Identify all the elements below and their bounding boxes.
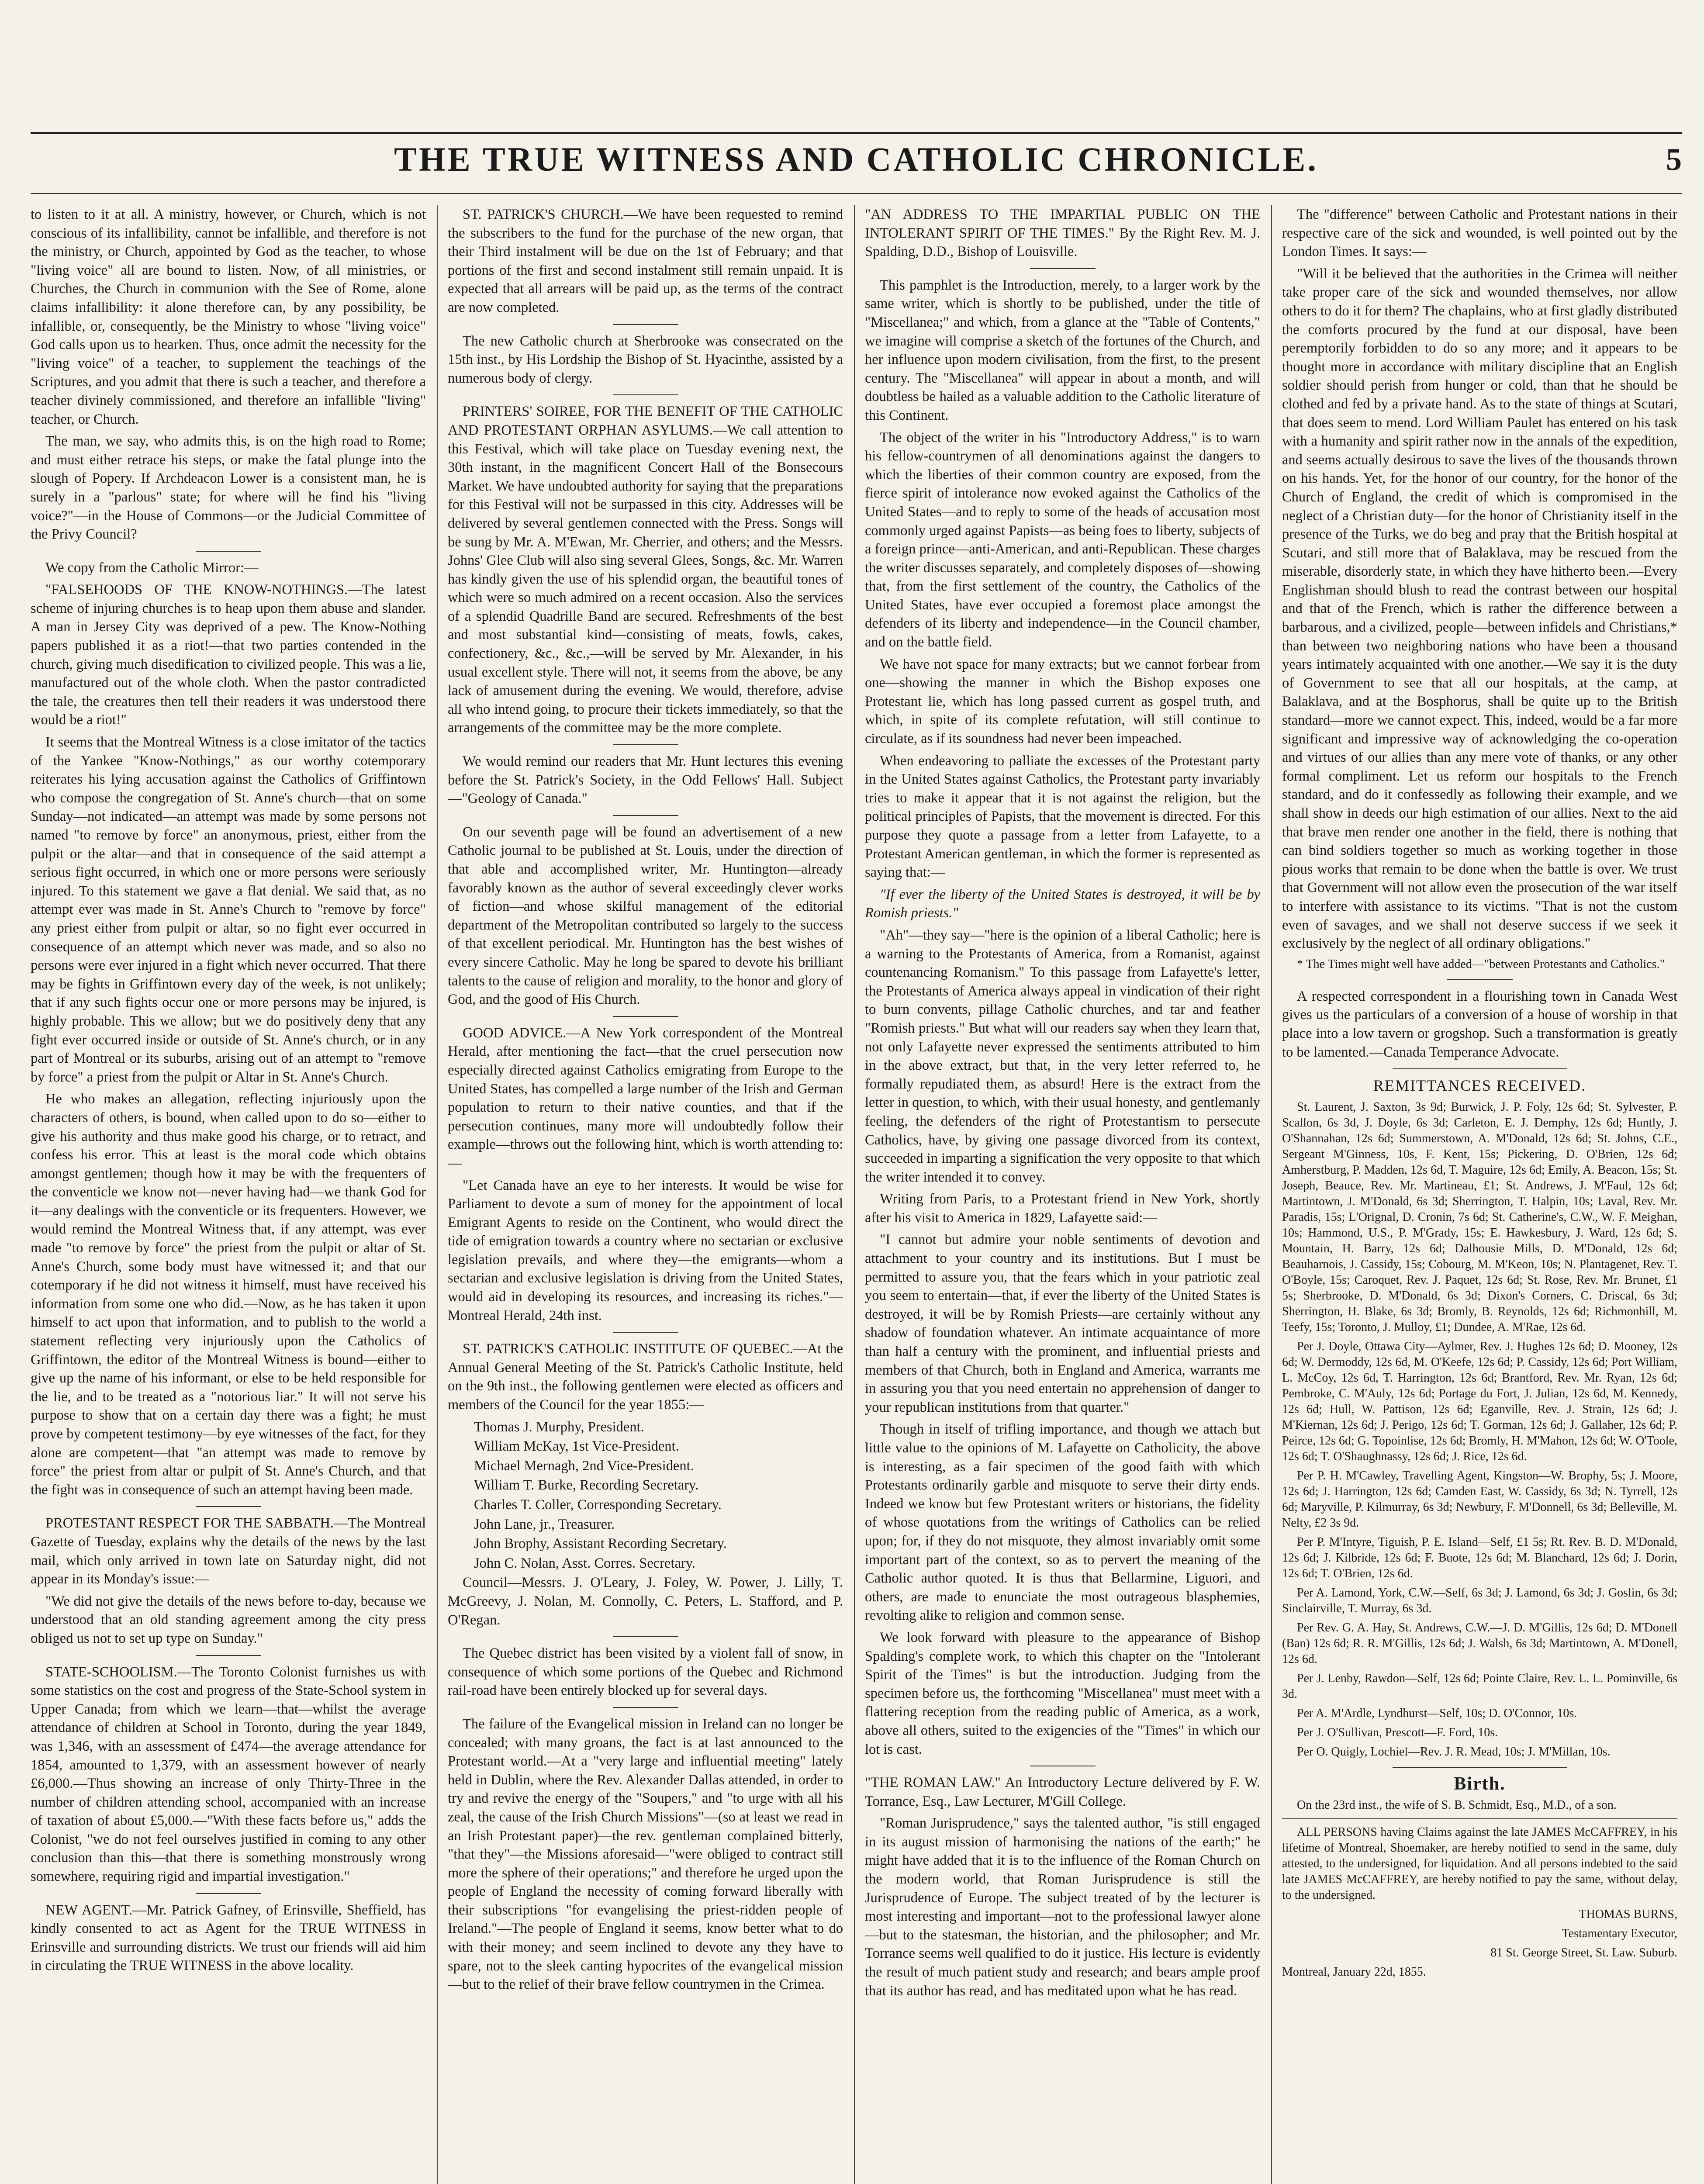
separator <box>613 1016 678 1017</box>
paragraph: This pamphlet is the Introduction, merely, to a larger work by the same writer, which is shortly to be published, under the title of "Miscellanea;" and which, from a glance at the "Table of Contents," we imagine will comprise a sketch of the fortunes of the Church, and her influence upon modern civilisation, from the first, to the present century. The "Miscellanea" will appear in about a month, and will doubtless be hailed as a valuable addition to the Catholic literature of this Continent. <box>865 277 1260 423</box>
list-item: John Brophy, Assistant Recording Secretary. <box>474 1536 727 1552</box>
list-item: Charles T. Coller, Corresponding Secretary. <box>474 1497 722 1513</box>
footnote: * The Times might well have added—"between Protestants and Catholics." <box>1297 957 1665 971</box>
legal-notice <box>1282 1818 1677 1980</box>
masthead-rule <box>31 193 1682 194</box>
agent-remittance: Per A. Lamond, York, C.W.—Self, 6s 3d; J. Lamond, 6s 3d; J. Goslin, 6s 3d; Sinclairville, T. Murray, 6s 3d. <box>1282 1586 1677 1615</box>
list-item: William T. Burke, Recording Secretary. <box>474 1477 699 1493</box>
paragraph: A respected correspondent in a flourishing town in Canada West gives us the particulars of a conversion of a house of worship in that place into a low tavern or grogshop. Such a transformation is greatly to be lamented.—Canada Temperance Advocate. <box>1282 988 1677 1060</box>
separator <box>1030 268 1096 269</box>
column-divider <box>1271 205 1272 2184</box>
top-rule <box>31 132 1682 134</box>
quoted-paragraph: "Will it be believed that the authorities in the Crimea will neither take proper care of the sick and wounded themselves, nor allow others to do it for them? The chaplains, who at first gladly distributed the comforts procured by the fund at our disposal, have been peremptorily forbidden to do so any more; and it appears to be thought more in accordance with military discipline that an English soldier should perish from hunger or cold, than that he should be clothed and fed by a private hand. As to the state of things at Scutari, that does seem to mend. Lord William Paulet has entered on his task with a humanity and spirit rather now in the annals of the expedition, and seems actually desirous to save the lives of the thousands thrown on his hands. Yet, for the honor of our country, for the honor of the Church of England, the credit of which is compromised in the neglect of a Christian duty—for the honor of Christianity itself in the presence of the Turks, we do beg and pray that the British hospital at Scutari, and still more that of Balaklava, may be rescued from the miserable, disorderly state, in which they have hitherto been.—Every Englishman should blush to read the contrast between our hospital and that of the French, which is rather the difference between a barbarous, and a civilized, people—between infidels and Christians,* than between two neighboring nations who have been a thousand years intimately acquainted with one another.—We say it is the duty of Government to see that all our hospitals, at the camp, at Balaklava, and at the Bosphorus, shall be quite up to the British standard—more we cannot expect. This, indeed, would be a far more significant and impressive way of acknowledging the co-operation and virtues of our allies than any mere vote of thanks, or any other formal compliment. Let us reform our hospitals to the French standard, and do it confessedly as following their example, and we shall show in deeds our high estimation of our allies. Next to the aid that brave men render one another in the field, there is nothing that can bind soldiers together so much as working together in those pious works that remain to be done when the battle is over. We trust that Government will not allow even the prosecution of the war itself to interfere with assistance to its victims. "That is not the custom even of savages, and we shall not deserve success if we seek it exclusively by the neglect of all ordinary obligations." <box>1282 266 1677 952</box>
agent-remittance: Per J. Doyle, Ottawa City—Aylmer, Rev. J. Hughes 12s 6d; D. Mooney, 12s 6d; W. Dermoddy, 12s 6d, M. O'Keefe, 12s 6d; P. Cassidy, 12s 6d; Port William, L. McCoy, 12s 6d, T. Harrington, 12s 6d; Brantford, Rev. Mr. Ryan, 12s 6d; Pembroke, C. M'Auly, 12s 6d; Portage du Fort, J. Julian, 12s 6d, M. Kennedy, 12s 6d; Hull, W. Pattison, 12s 6d; Eganville, Rev. J. Strain, 12s 6d; J. M'Kiernan, 12s 6d; J. Perigo, 12s 6d; T. Gorman, 12s 6d; J. Gallaher, 12s 6d; P. Peirce, 12s 6d; G. Topoinlise, 12s 6d; Bromly, H. M'Mahon, 12s 6d; W. O'Toole, 12s 6d; T. O'Shaughnassy, 12s 6d; J. Rice, 12s 6d. <box>1282 1339 1677 1463</box>
paragraph: PROTESTANT RESPECT FOR THE SABBATH.—The Montreal Gazette of Tuesday, explains why the details of the news by the last mail, which only arrived in town late on Saturday night, did not appear in its Monday's issue:— <box>31 1515 426 1587</box>
quoted-paragraph: "Let Canada have an eye to her interests. It would be wise for Parliament to devote a sum of money for the appointment of local Emigrant Agents to reside on the Continent, who would direct the tide of emigration towards a country where no sectarian or exclusive legislation prevails, and where they—the emigrants—whom a sectarian and exclusive legislation is driving from the United States, would aid in developing its resources, and increasing its riches."—Montreal Herald, 24th inst. <box>448 1177 843 1324</box>
separator <box>196 551 261 552</box>
paragraph: PRINTERS' SOIREE, FOR THE BENEFIT OF THE CATHOLIC AND PROTESTANT ORPHAN ASYLUMS.—We call attention to this Festival, which will take place on Tuesday evening next, the 30th instant, in the magnificent Concert Hall of the Bonsecours Market. We have undoubted authority for saying that the preparations for this Festival will not be surpassed in this city. Addresses will be delivered by several gentlemen connected with the Press. Songs will be sung by Mr. A. M'Ewan, Mr. Cherrier, and others; and the Messrs. Johns' Glee Club will also sing several Glees, Songs, &c. Mr. Warren has kindly given the use of his splendid organ, the beautiful tones of which were so much admired on a recent occasion. Also the services of a splendid Quadrille Band are secured. Refreshments of the best and most substantial kind—consisting of meats, fowls, cakes, confectionery, &c., &c.,—will be served by Mr. Alexander, in his usual excellent style. There will not, it seems from the above, be any lack of amusement during the evening. We would, therefore, advise all who intend going, to procure their tickets immediately, so that the arrangements of the committee may be the more complete. <box>448 404 843 736</box>
paragraph: We have not space for many extracts; but we cannot forbear from one—showing the manner in which the Bishop exposes one Protestant lie, which has long passed current as gospel truth, and which, in spite of its complete refutation, will still continue to circulate, as if its soundness had never been impeached. <box>865 656 1260 747</box>
paragraph: We look forward with pleasure to the appearance of Bishop Spalding's complete work, to which this chapter on the "Intolerant Spirit of the Times" is but the introduction. Judging from the specimen before us, the forthcoming "Miscellanea" must meet with a flattering reception from the reading public of America, as a work, above all others, suited to the exigencies of the "Times" in which our lot is cast. <box>865 1629 1260 1757</box>
paragraph: NEW AGENT.—Mr. Patrick Gafney, of Erinsville, Sheffield, has kindly consented to act as Agent for the TRUE WITNESS in Erinsville and surrounding districts. We trust our friends will aid him in circulating the TRUE WITNESS in the above locality. <box>31 1902 426 1974</box>
separator <box>1393 1767 1567 1768</box>
paragraph: to listen to it at all. A ministry, however, or Church, which is not conscious of its infallibility, cannot be infallible, and therefore is not the ministry, or Church, appointed by God as the teacher, to whose "living voice" all are bound to listen. Now, of all ministries, or Churches, the Church in communion with the See of Rome, alone claims infallibility: it alone therefore can, by any possibility, be infallible, or, consequently, be the Ministry to whose "living voice" God calls upon us to hearken. Thus, once admit the necessity for the "living voice" of a teacher, to supplement the teachings of the Scriptures, and you admit that there is such a teacher, and therefore a teacher divinely commissioned, and therefore an infallible "living" teacher, or Church. <box>31 207 426 427</box>
notice-address: 81 St. George Street, St. Law. Suburb. <box>1490 1946 1677 1960</box>
paragraph: He who makes an allegation, reflecting injuriously upon the characters of others, is bound, when called upon to do so—either to give his authority and thus make good his charge, or to retract, and confess his error. This at least is the moral code which obtains amongst gentlemen; though how it may be with the frequenters of the conventicle we know not—never having had—we thank God for it—any dealings with the conventicle or its frequenters. However, we would remind the Montreal Witness that, if any attempt, was ever made "to remove by force" the priest from the pulpit or altar of St. Anne's Church, some body must have witnessed it; and that our cotemporary if he did not witness it himself, must have received his information from some one who did.—Now, as he has taken it upon himself to act upon that information, and to publish to the world a statement reflecting very injuriously upon the Catholics of Griffintown, the editor of the Montreal Witness is bound—either to give up the name of his informant, or else to be held responsible for the lie, and to be treated as a "notorious liar." It will not serve his purpose to show that on a certain day there was a fight; he must prove by competent testimony—by eye witnesses of the fact, for they alone are competent—that "an attempt was made to remove by force" the priest from altar or pulpit of St. Anne's Church, and that the fight was in consequence of such an attempt having been made. <box>31 1091 426 1498</box>
notice-signature: THOMAS BURNS, <box>1579 1908 1677 1921</box>
separator <box>613 394 678 395</box>
agent-remittance: Per Rev. G. A. Hay, St. Andrews, C.W.—J. D. M'Gillis, 12s 6d; D. M'Donell (Ban) 12s 6d; R. R. M'Gillis, 12s 6d; J. Walsh, 6s 3d; Martintown, A. M'Donell, 12s 6d. <box>1282 1621 1677 1666</box>
quoted-paragraph: "FALSEHOODS OF THE KNOW-NOTHINGS.—The latest scheme of injuring churches is to heap upon them abuse and slander. A man in Jersey City was deprived of a pew. The Know-Nothing papers published it as a riot!—that two parties contended in the church, giving much disedification to civilized people. This was a lie, manufactured out of the whole cloth. When the pastor contradicted the tale, the creatures then tell their readers it was understood there would be a riot!" <box>31 582 426 728</box>
notice-date: Montreal, January 22d, 1855. <box>1282 1965 1426 1979</box>
separator <box>613 324 678 325</box>
paragraph: "Roman Jurisprudence," says the talented author, "is still engaged in its august mission of harmonising the nations of the earth;" he might have added that it is to the influence of the Roman Church on the modern world, that Roman Jurisprudence is still the Jurisprudence of Europe. The subject treated of by the lecturer is most interesting and important—not to the professional lawyer alone—but to the statesman, the historian, and the philosopher; and Mr. Torrance seems well qualified to do it justice. His lecture is evidently the result of much patient study and research; and bears ample proof that its author has read, and has meditated upon what he has read. <box>865 1815 1260 1999</box>
column-divider <box>854 205 855 2184</box>
column-1 <box>31 205 426 2184</box>
paragraph: When endeavoring to palliate the excesses of the Protestant party in the United States against Catholics, the Protestant party invariably tries to make it appear that it is not against the religion, but the political principles of Papists, that the movement is directed. For this purpose they quote a passage from a letter from Lafayette, to a Protestant American gentleman, in which the former is represented as saying that:— <box>865 753 1260 881</box>
separator <box>613 1636 678 1637</box>
notice-role: Testamentary Executor, <box>1562 1927 1677 1941</box>
paragraph: The new Catholic church at Sherbrooke was consecrated on the 15th inst., by His Lordship the Bishop of St. Hyacinthe, assisted by a numerous body of clergy. <box>448 333 843 386</box>
section-heading: Birth. <box>1454 1773 1506 1794</box>
paragraph: "Ah"—they say—"here is the opinion of a liberal Catholic; here is a warning to the Protestants of America, from a Romanist, against countenancing Romanism." To this passage from Lafayette's letter, the Protestants of America always appeal in vindication of their right to burn convents, pillage Catholic churches, and tar and feather "Romish priests." But what will our readers say when they learn that, not only Lafayette never expressed the sentiments attributed to him in the above extract, but that, in the very letter referred to, he formally repudiated them, as absurd! Here is the extract from the letter in question, to which, with their usual honesty, and gentlemanly feeling, the defenders of the right of Protestantism to persecute Catholics, have, by giving one passage divorced from its context, succeeded in imparting a signification the very opposite to that which the writer intended it to convey. <box>865 927 1260 1185</box>
list-item: John Lane, jr., Treasurer. <box>474 1516 615 1532</box>
paragraph: The object of the writer in his "Introductory Address," is to warn his fellow-countrymen of all denominations against the dangers to which the liberties of their common country are exposed, from the fierce spirit of intolerance now evoked against the Catholics of the United States—and to reply to some of the heads of accusation most commonly urged against Papists—as being foes to liberty, subjects of a foreign prince—anti-American, and anti-Republican. These charges the writer discusses separately, and completely disposes of—showing that, from the first settlement of the country, the Catholics of the United States, have ever occupied a foremost place amongst the defenders of its liberty and independence—in the Council chamber, and on the battle field. <box>865 429 1260 650</box>
quoted-paragraph: "I cannot but admire your noble sentiments of devotion and attachment to your country and its institutions. But I must be permitted to assure you, that the fears which in your patriotic zeal you seem to entertain—that, if ever the liberty of the United States is destroyed, it will be by Romish Priests—are certainly without any shadow of foundation whatever. An intimate acquaintance of more than half a century with the prominent, and influential priests and members of that Church, both in England and America, warrants me in assuring you that you need entertain no apprehension of danger to your republican institutions from that quarter." <box>865 1232 1260 1415</box>
remittance-list: St. Laurent, J. Saxton, 3s 9d; Burwick, J. P. Foly, 12s 6d; St. Sylvester, P. Scallon, 6s 3d, J. Doyle, 6s 3d; Carleton, E. J. Demphy, 12s 6d; Huntly, J. O'Shannahan, 12s 6d; Summerstown, A. M'Donald, 12s 6d; St. Johns, C.E., Sergeant M'Ginness, 10s, F. Kent, 15s; Pickering, D. O'Brien, 12s 6d; Amherstburg, P. Madden, 12s 6d, T. Maguire, 12s 6d; Emily, A. Beacon, 15s; St. Joseph, Beauce, Rev. Mr. Martineau, £1; St. Andrews, J. M'Faul, 12s 6d; Martintown, J. M'Donald, 6s 3d; Sherrington, T. Halpin, 10s; Laval, Rev. Mr. Paradis, 15s; L'Orignal, D. Cronin, 7s 6d; St. Catherine's, C.W., W. F. Meighan, 10s; Hammond, U.S., P. M'Grady, 15s; E. Hawkesbury, J. Ward, 12s 6d; S. Mountain, H. Barry, 12s 6d; Dalhousie Mills, D. M'Donald, 12s 6d; Beauharnois, J. Cassidy, 15s; Cobourg, M. M'Keon, 10s; N. Plantagenet, Rev. T. O'Boyle, 15s; Caroquet, Rev. J. Paquet, 12s 6d; St. Rose, Rev. Mr. Brunet, £1 5s; Sherbrooke, D. M'Donald, 6s 3d; Dixon's Corners, C. Driscal, 6s 3d; Sherrington, H. Blake, 6s 3d; Bromly, B. Reynolds, 12s 6d; Richmonhill, M. Teefy, 15s; Toronto, J. Mulloy, £1; Dundee, A. M'Rae, 12s 6d. <box>1282 1100 1677 1334</box>
quoted-paragraph: "We did not give the details of the news before to-day, because we understood that an old standing agreement among the city press obliged us not to set up type on Sunday." <box>31 1593 426 1646</box>
paragraph: The "difference" between Catholic and Protestant nations in their respective care of the sick and wounded, is well pointed out by the London Times. It says:— <box>1282 207 1677 260</box>
officer-list <box>448 1418 843 1573</box>
paragraph: Council—Messrs. J. O'Leary, J. Foley, W. Power, J. Lilly, T. McGreevy, J. Nolan, M. Connolly, C. Peters, L. Stafford, and P. O'Regan. <box>448 1575 843 1628</box>
masthead <box>31 135 1682 192</box>
column-4 <box>1282 205 1677 2184</box>
page-number: 5 <box>1666 142 1682 177</box>
separator <box>613 815 678 816</box>
separator <box>196 1506 261 1507</box>
agent-remittance: Per P. M'Intyre, Tiguish, P. E. Island—Self, £1 5s; Rt. Rev. B. D. M'Donald, 12s 6d; J. Kilbride, 12s 6d; F. Buote, 12s 6d; M. Blanchard, 12s 6d; J. Dorin, 12s 6d; T. O'Brien, 12s 6d. <box>1282 1535 1677 1580</box>
agent-remittance: Per P. H. M'Cawley, Travelling Agent, Kingston—W. Brophy, 5s; J. Moore, 12s 6d; J. Harrington, 12s 6d; Camden East, W. Cassidy, 6s 3d; N. Tyrrell, 12s 6d; Maryville, P. Kilmurray, 6s 3d; Newbury, F. M'Donnell, 6s 3d; Belleville, M. Nelty, £2 3s 9d. <box>1282 1469 1677 1530</box>
masthead-title: THE TRUE WITNESS AND CATHOLIC CHRONICLE. <box>394 140 1318 178</box>
newspaper-page <box>31 31 1682 2184</box>
paragraph: Though in itself of trifling importance, and though we attach but little value to the opinions of M. Lafayette on Catholicity, the above is interesting, as a fair specimen of the good faith with which Protestants ordinarily garble and misquote to serve their dirty ends. Indeed we know but few Protestant writers or historians, the fidelity of whose quotations from the writings of Catholics can be relied upon; for, if they do not misquote, they almost invariably omit some important part of the context, so as to pervert the meaning of the Catholic author quoted. It is thus that Bellarmine, Liguori, and others, are made to enunciate the most outrageous blasphemies, revolting alike to religion and common sense. <box>865 1421 1260 1624</box>
paragraph: On our seventh page will be found an advertisement of a new Catholic journal to be published at St. Louis, under the direction of that able and accomplished writer, Mr. Huntington—already favorably known as the author of several exceedingly clever works of fiction—and whose skilful management of the editorial department of the Metropolitan contributed so largely to the success of that excellent periodical. Mr. Huntington has the best wishes of every sincere Catholic. May he long be spared to devote his brilliant talents to the cause of religion and morality, to the honor and glory of God, and the good of His Church. <box>448 824 843 1008</box>
separator <box>613 1707 678 1708</box>
paragraph: It seems that the Montreal Witness is a close imitator of the tactics of the Yankee "Know-Nothings," as our worthy cotemporary reiterates his lying accusation against the Catholics of Griffintown who compose the congregation of St. Anne's church—that on some Sunday—not indicated—an attempt was made by some persons not named "to remove by force" an anonymous, priest, either from the pulpit or the altar—and that in consequence of the said attempt a serious fight occurred, in which one or more persons were seriously injured. To this statement we gave a flat denial. We said that, as no attempt ever was made in St. Anne's Church to "remove by force" any priest either from pulpit or altar, so no fight ever occurred in consequence of an attempt which never was made, and so also no persons were ever injured in a fight which never occurred. That there may be fights in Griffintown every day of the week, is not unlikely; that if any such fights occur one or more persons may be injured, is highly probable. This we allow; but we do positively deny that any fight ever occurred inside or outside of St. Anne's church, or in any part of Montreal or its suburbs, arising out of an attempt to "remove by force" a priest from the pulpit or Altar in St. Anne's Church. <box>31 734 426 1085</box>
agent-remittance: Per J. Lenby, Rawdon—Self, 12s 6d; Pointe Claire, Rev. L. L. Pominville, 6s 3d. <box>1282 1671 1677 1701</box>
agent-remittance: Per O. Quigly, Lochiel—Rev. J. R. Mead, 10s; J. M'Millan, 10s. <box>1297 1745 1611 1759</box>
separator <box>1447 979 1513 980</box>
list-item: William McKay, 1st Vice-President. <box>474 1438 679 1455</box>
column-3 <box>865 205 1260 2184</box>
paragraph: Writing from Paris, to a Protestant friend in New York, shortly after his visit to America in 1829, Lafayette said:— <box>865 1191 1260 1226</box>
separator <box>196 1893 261 1894</box>
paragraph: ST. PATRICK'S CHURCH.—We have been requested to remind the subscribers to the fund for the purchase of the new organ, that their Third instalment will be due on the 1st of February; and that portions of the first and second instalment still remain unpaid. It is expected that all arrears will be paid up, as the terms of the contract are now completed. <box>448 207 843 315</box>
paragraph: We would remind our readers that Mr. Hunt lectures this evening before the St. Patrick's Society, in the Odd Fellows' Hall. Subject—"Geology of Canada." <box>448 753 843 807</box>
column-2 <box>448 205 843 2184</box>
birth-notice: On the 23rd inst., the wife of S. B. Schmidt, Esq., M.D., of a son. <box>1297 1798 1617 1812</box>
paragraph: The failure of the Evangelical mission in Ireland can no longer be concealed; with many groans, the fact is at last announced to the Protestant world.—At a "very large and influential meeting" lately held in Dublin, where the Rev. Alexander Dallas attended, in order to try and revive the energy of the "Soupers," and "to urge with all his zeal, the cause of the Irish Church Missions"—(so at least we read in an Irish Protestant paper)—the rev. gentleman complained bitterly, "that they"—the Missions aforesaid—"were obliged to contract still more the sphere of their operations;" and therefore he urged upon the people of England the necessity of coming forward liberally with their subscriptions "for evangelising the priest-ridden people of Ireland."—The people of England it seems, know better what to do with their money; and seem inclined to devote any they have to spare, not to the sleek canting hypocrites of the evangelical mission—but to the relief of their brave fellow countrymen in the Crimea. <box>448 1716 843 1993</box>
paragraph: The Quebec district has been visited by a violent fall of snow, in consequence of which some portions of the Quebec and Richmond rail-road have been entirely blocked up for several days. <box>448 1645 843 1699</box>
separator <box>196 1655 261 1656</box>
agent-remittance: Per J. O'Sullivan, Prescott—F. Ford, 10s. <box>1297 1725 1498 1739</box>
section-heading: REMITTANCES RECEIVED. <box>1373 1077 1586 1095</box>
review-title: "THE ROMAN LAW." An Introductory Lecture delivered by F. W. Torrance, Esq., Law Lecturer, M'Gill College. <box>865 1775 1260 1809</box>
review-title: "AN ADDRESS TO THE IMPARTIAL PUBLIC ON THE INTOLERANT SPIRIT OF THE TIMES." By the Right Rev. M. J. Spalding, D.D., Bishop of Louisville. <box>865 207 1260 260</box>
paragraph: The man, we say, who admits this, is on the high road to Rome; and must either retrace his steps, or make the fatal plunge into the slough of Popery. If Archdeacon Lower is a consistent man, he is surely in a "parlous" state; for where will he find his "living voice?"—in the House of Commons—or the Judicial Committee of the Privy Council? <box>31 433 426 543</box>
quoted-paragraph: "If ever the liberty of the United States is destroyed, it will be by Romish priests." <box>865 886 1260 921</box>
list-item: Michael Mernagh, 2nd Vice-President. <box>474 1458 694 1474</box>
agent-remittance: Per A. M'Ardle, Lyndhurst—Self, 10s; D. O'Connor, 10s. <box>1297 1706 1577 1720</box>
paragraph: ST. PATRICK'S CATHOLIC INSTITUTE OF QUEBEC.—At the Annual General Meeting of the St. Patrick's Catholic Institute, held on the 9th inst., the following gentlemen were elected as officers and members of the Council for the year 1855:— <box>448 1341 843 1413</box>
list-item: Thomas J. Murphy, President. <box>474 1419 644 1435</box>
separator <box>613 744 678 745</box>
separator <box>1393 1068 1567 1069</box>
paragraph: STATE-SCHOOLISM.—The Toronto Colonist furnishes us with some statistics on the cost and progress of the State-School system in Upper Canada; from which we learn—that—whilst the average attendance of children at School in Toronto, during the year 1849, was 1,346, with an assessment of £474—the average attendance for 1854, amounted to 1,379, with an assessment however of nearly £6,000.—Thus showing an increase of only Thirty-Three in the number of children attending school, accompanied with an increase of taxation of about £5,000.—"With these facts before us," adds the Colonist, "we do not feel ourselves justified in coming to any other conclusion than this—that there is something monstrously wrong somewhere, requiring rigid and impartial investigation." <box>31 1664 426 1885</box>
paragraph: GOOD ADVICE.—A New York correspondent of the Montreal Herald, after mentioning the fact—that the cruel persecution now especially directed against Catholics emigrating from Europe to the United States, has compelled a large number of the Irish and German population to return to their native counties, and that if the persecution continues, many more will undoubtedly follow their example—throws out the following hint, which is worth attending to:— <box>448 1025 843 1171</box>
separator <box>613 1332 678 1333</box>
list-item: John C. Nolan, Asst. Corres. Secretary. <box>474 1555 695 1571</box>
notice-text: ALL PERSONS having Claims against the late JAMES McCAFFREY, in his lifetime of Montreal, Shoemaker, are hereby notified to send in the same, duly attested, to the undersigned, for liquidation. And all persons indebted to the said late JAMES McCAFFREY, are hereby notified to pay the same, without delay, to the undersigned. <box>1282 1825 1677 1902</box>
column-divider <box>437 205 438 2184</box>
paragraph: We copy from the Catholic Mirror:— <box>45 560 259 576</box>
